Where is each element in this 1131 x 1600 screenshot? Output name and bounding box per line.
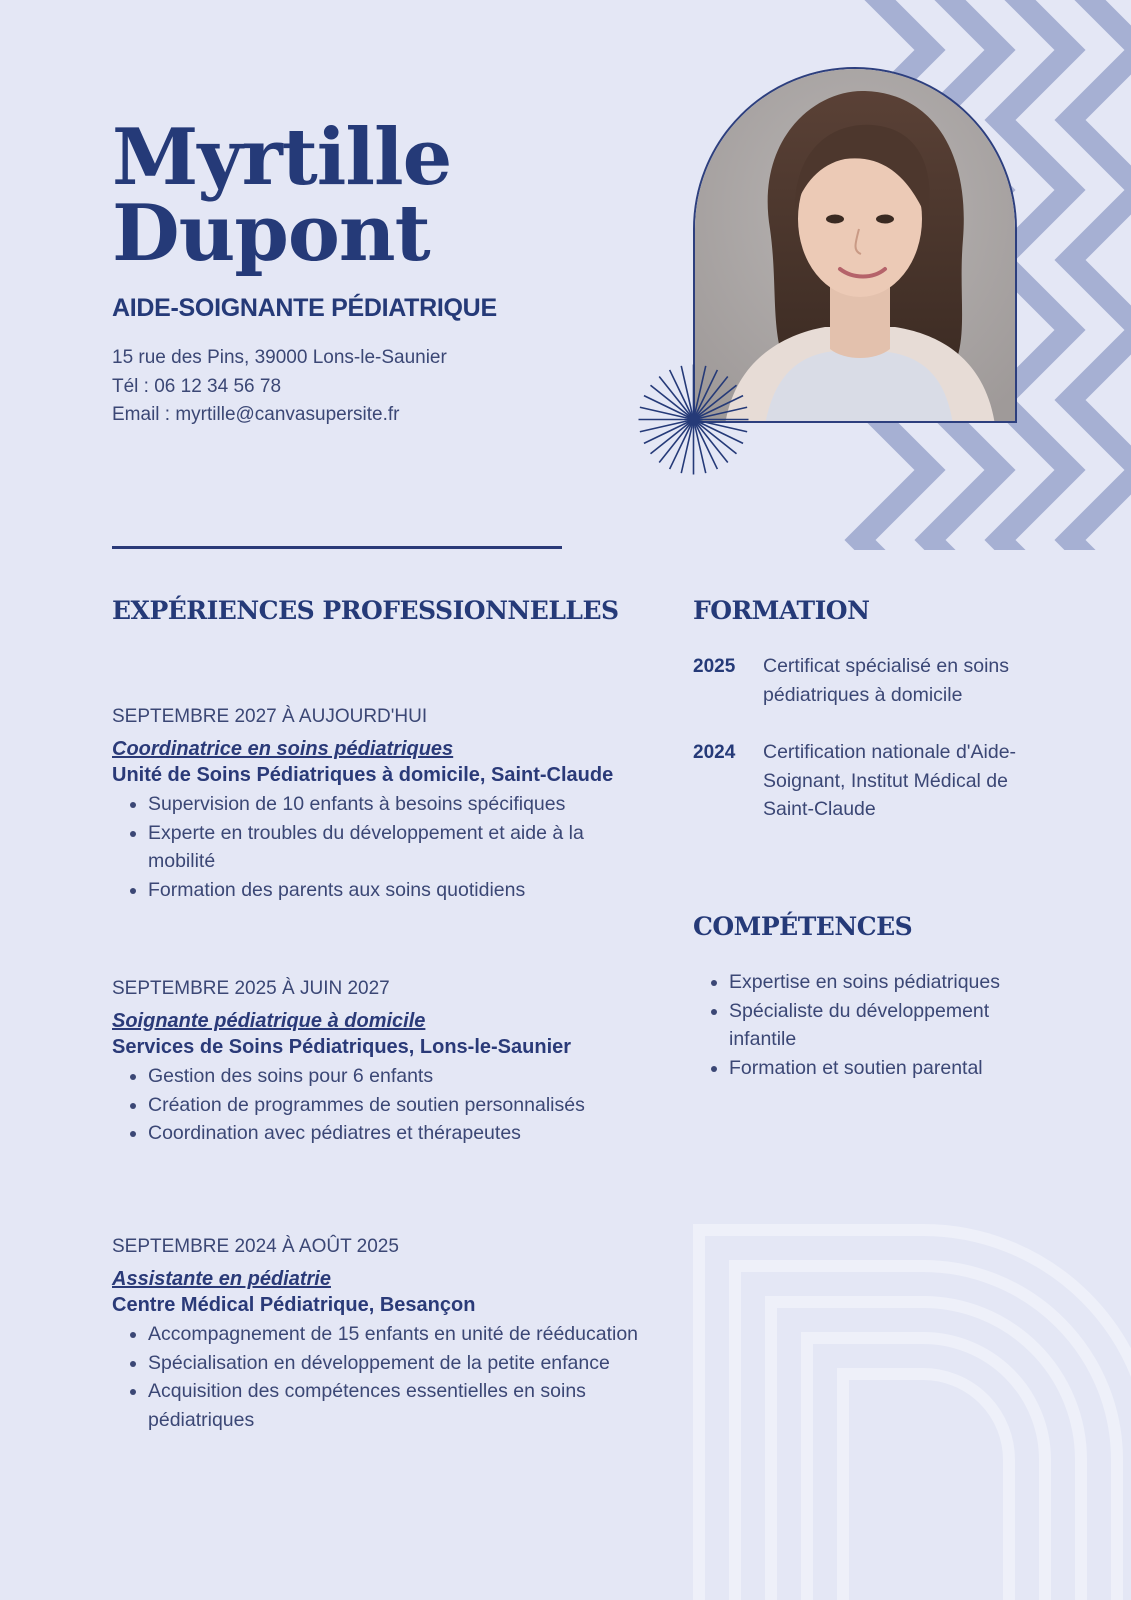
last-name: Dupont [112, 188, 430, 279]
skills-list [693, 968, 1049, 1082]
list-item: • Acquisition des compétences essentielles en soins pédiatriques [148, 1377, 652, 1434]
job-period: SEPTEMBRE 2024 À AOÛT 2025 [112, 1236, 399, 1257]
job-role: Coordinatrice en soins pédiatriques [112, 738, 454, 760]
job-period: SEPTEMBRE 2025 À JUIN 2027 [112, 978, 390, 999]
list-item: • Formation et soutien parental [729, 1054, 1049, 1083]
job-org: Centre Médical Pédiatrique, Besançon [112, 1294, 476, 1316]
education-item-2 [693, 738, 1033, 824]
job-title: AIDE-SOIGNANTE PÉDIATRIQUE [112, 294, 497, 322]
list-item: • Coordination avec pédiatres et thérapeutes [148, 1119, 652, 1148]
contact-address: 15 rue des Pins, 39000 Lons-le-Saunier [112, 347, 447, 368]
education-year: 2024 [693, 742, 736, 763]
education-desc: Certificat spécialisé en soins pédiatriques à domicile [763, 655, 1010, 706]
job-bullets [112, 1320, 652, 1434]
job-role: Soignante pédiatrique à domicile [112, 1010, 426, 1032]
starburst-icon [636, 362, 751, 477]
first-name: Myrtille [112, 112, 452, 203]
header-divider [112, 546, 562, 549]
contact-email: Email : myrtille@canvasupersite.fr [112, 404, 400, 425]
list-item: • Experte en troubles du développement et aide à la mobilité [148, 819, 652, 876]
job-bullets [112, 790, 652, 904]
job-entry-3 [112, 1236, 652, 1434]
education-desc: Certification nationale d'Aide-Soignant, Institut Médical de Saint-Claude [763, 741, 1017, 820]
education-item-1 [693, 652, 1033, 709]
list-item: • Formation des parents aux soins quotidiens [148, 876, 652, 905]
list-item: • Accompagnement de 15 enfants en unité de rééducation [148, 1320, 652, 1349]
job-role: Assistante en pédiatrie [112, 1268, 331, 1290]
job-entry-2 [112, 978, 652, 1148]
job-period: SEPTEMBRE 2027 À AUJOURD'HUI [112, 706, 428, 727]
list-item: • Spécialiste du développement infantile [729, 997, 1049, 1054]
skills-title: COMPÉTENCES [693, 912, 913, 941]
list-item: • Expertise en soins pédiatriques [729, 968, 1049, 997]
education-title: FORMATION [693, 596, 870, 625]
job-org: Unité de Soins Pédiatriques à domicile, Saint-Claude [112, 764, 614, 786]
full-name [112, 112, 452, 279]
list-item: • Spécialisation en développement de la petite enfance [148, 1349, 652, 1378]
contact-block [112, 344, 447, 430]
job-bullets [112, 1062, 652, 1148]
list-item: • Gestion des soins pour 6 enfants [148, 1062, 652, 1091]
job-entry-1 [112, 706, 652, 904]
arc-pattern [693, 1224, 1131, 1600]
contact-phone: Tél : 06 12 34 56 78 [112, 375, 282, 397]
education-year: 2025 [693, 656, 736, 677]
job-org: Services de Soins Pédiatriques, Lons-le-Saunier [112, 1036, 572, 1058]
list-item: • Supervision de 10 enfants à besoins spécifiques [148, 790, 652, 819]
experience-title: EXPÉRIENCES PROFESSIONNELLES [112, 596, 619, 625]
list-item: • Création de programmes de soutien personnalisés [148, 1091, 652, 1120]
